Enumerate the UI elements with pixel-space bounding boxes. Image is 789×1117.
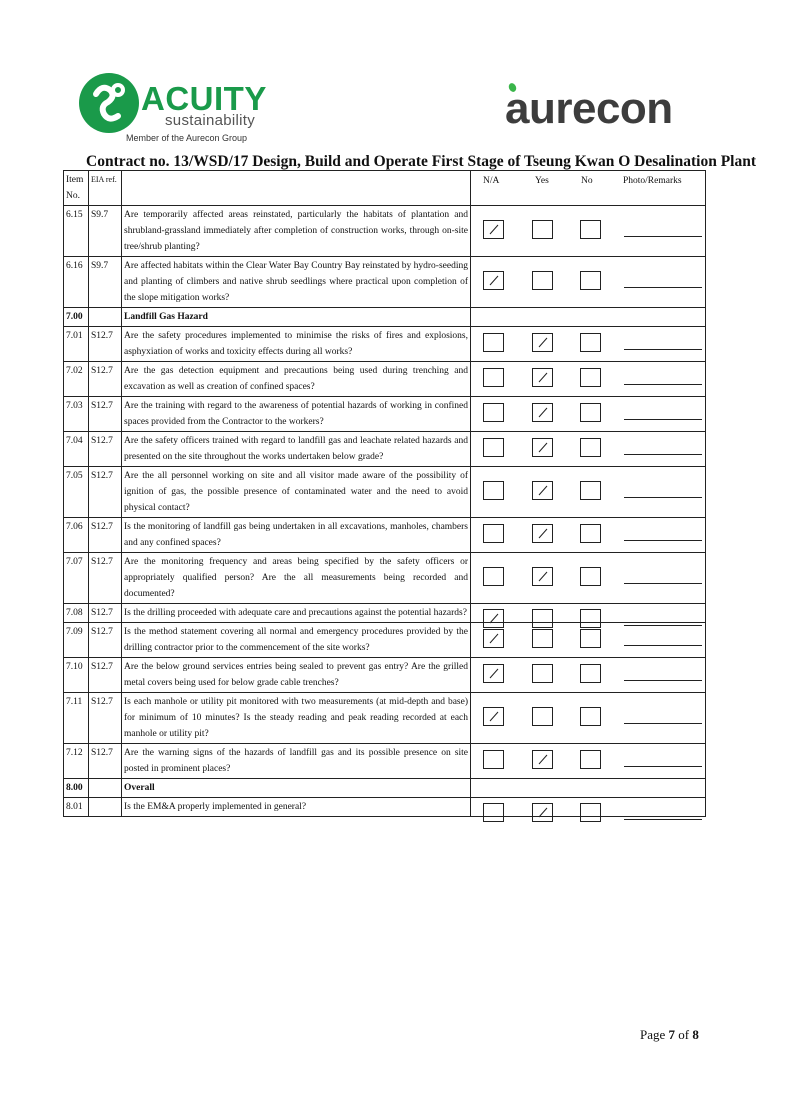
tick-mark-icon <box>489 633 499 644</box>
table-row <box>64 604 706 623</box>
eia-ref <box>89 798 122 817</box>
table-row <box>64 798 706 817</box>
remarks-line[interactable] <box>624 287 702 288</box>
eia-ref: S12.7 <box>89 327 122 362</box>
table-row <box>64 257 706 308</box>
checkbox-na[interactable] <box>483 803 504 822</box>
acuity-member-text: Member of the Aurecon Group <box>126 133 248 143</box>
item-number: 7.03 <box>64 397 89 432</box>
checkbox-no[interactable] <box>580 524 601 543</box>
eia-ref: S9.7 <box>89 206 122 257</box>
tick-mark-icon <box>538 372 548 383</box>
table-row <box>64 206 706 257</box>
remarks-line[interactable] <box>624 766 702 767</box>
answer-cell <box>471 693 706 744</box>
checkbox-yes[interactable] <box>532 481 553 500</box>
checkbox-na[interactable] <box>483 524 504 543</box>
header-no: No <box>581 176 593 186</box>
section-row <box>64 308 706 327</box>
remarks-line[interactable] <box>624 497 702 498</box>
remarks-line[interactable] <box>624 419 702 420</box>
checkbox-yes[interactable] <box>532 403 553 422</box>
checkbox-no[interactable] <box>580 271 601 290</box>
answer-cell <box>471 206 706 257</box>
question-text: Are temporarily affected areas reinstated, particularly the habitats of plantation and shrubland-grassland immediately after completion of construction works, through on-site tree/shrub planting? <box>122 206 471 257</box>
section-title: Overall <box>122 779 471 798</box>
table-row <box>64 518 706 553</box>
checkbox-no[interactable] <box>580 803 601 822</box>
checkbox-no[interactable] <box>580 664 601 683</box>
tick-mark-icon <box>489 668 499 679</box>
remarks-line[interactable] <box>624 236 702 237</box>
item-number: 7.08 <box>64 604 89 623</box>
checkbox-no[interactable] <box>580 438 601 457</box>
checkbox-no[interactable] <box>580 368 601 387</box>
remarks-line[interactable] <box>624 540 702 541</box>
tick-mark-icon <box>489 275 499 286</box>
tick-mark-icon <box>538 337 548 348</box>
acuity-circle-icon <box>78 72 140 134</box>
table-row <box>64 623 706 658</box>
aurecon-logo: aurecon <box>505 84 673 133</box>
checkbox-na[interactable] <box>483 333 504 352</box>
checkbox-no[interactable] <box>580 750 601 769</box>
answer-cell <box>471 744 706 779</box>
header-eia: EIA ref. <box>89 171 122 206</box>
checkbox-na[interactable] <box>483 271 504 290</box>
checkbox-yes[interactable] <box>532 750 553 769</box>
remarks-line[interactable] <box>624 645 702 646</box>
tick-mark-icon <box>538 528 548 539</box>
eia-ref: S12.7 <box>89 693 122 744</box>
answer-cell <box>471 658 706 693</box>
remarks-line[interactable] <box>624 349 702 350</box>
checkbox-yes[interactable] <box>532 567 553 586</box>
header-na: N/A <box>483 176 500 186</box>
checkbox-yes[interactable] <box>532 629 553 648</box>
tick-mark-icon <box>538 807 548 818</box>
acuity-wordmark: ACUITY <box>141 80 267 117</box>
item-number: 6.16 <box>64 257 89 308</box>
page-number: Page 7 of 8 <box>640 1027 699 1042</box>
table-row <box>64 658 706 693</box>
answer-cell <box>471 798 706 817</box>
acuity-subtitle: sustainability <box>165 112 256 129</box>
section-answers <box>471 308 706 327</box>
question-text: Are the all personnel working on site and all visitor made aware of the possibility of ignition of gas, the possible presence of contaminated water and the need to avoid physical contact? <box>122 467 471 518</box>
section-eia <box>89 308 122 327</box>
checkbox-na[interactable] <box>483 567 504 586</box>
section-number: 8.00 <box>64 779 89 798</box>
answer-cell <box>471 553 706 604</box>
checkbox-na[interactable] <box>483 664 504 683</box>
checkbox-yes[interactable] <box>532 220 553 239</box>
remarks-line[interactable] <box>624 680 702 681</box>
table-row <box>64 553 706 604</box>
answer-cell <box>471 362 706 397</box>
item-number: 7.11 <box>64 693 89 744</box>
table-row <box>64 693 706 744</box>
answer-cell <box>471 467 706 518</box>
item-number: 7.10 <box>64 658 89 693</box>
section-row <box>64 779 706 798</box>
table-row <box>64 362 706 397</box>
checkbox-na[interactable] <box>483 481 504 500</box>
checkbox-no[interactable] <box>580 403 601 422</box>
tick-mark-icon <box>538 407 548 418</box>
tick-mark-icon <box>489 224 499 235</box>
question-text: Are the warning signs of the hazards of landfill gas and its possible presence on site posted in prominent places? <box>122 744 471 779</box>
remarks-line[interactable] <box>624 454 702 455</box>
contract-title: Contract no. 13/WSD/17 Design, Build and Operate First Stage of Tseung Kwan O Desalination Plant <box>86 153 757 170</box>
checkbox-yes[interactable] <box>532 803 553 822</box>
checkbox-no[interactable] <box>580 567 601 586</box>
checkbox-yes[interactable] <box>532 333 553 352</box>
eia-ref: S12.7 <box>89 604 122 623</box>
item-number: 7.06 <box>64 518 89 553</box>
eia-ref: S12.7 <box>89 744 122 779</box>
checkbox-no[interactable] <box>580 481 601 500</box>
answer-cell <box>471 397 706 432</box>
header-yes: Yes <box>535 176 549 186</box>
checkbox-yes[interactable] <box>532 664 553 683</box>
header-question <box>122 171 471 206</box>
answer-cell <box>471 327 706 362</box>
eia-ref: S12.7 <box>89 518 122 553</box>
eia-ref: S12.7 <box>89 362 122 397</box>
answer-cell <box>471 518 706 553</box>
question-text: Is the EM&A properly implemented in general? <box>122 798 471 817</box>
question-text: Are the safety procedures implemented to minimise the risks of fires and explosions, asphyxiation of works and toxicity effects during all works? <box>122 327 471 362</box>
tick-mark-icon <box>489 711 499 722</box>
acuity-logo <box>78 72 267 148</box>
tick-mark-icon <box>538 754 548 765</box>
question-text: Is each manhole or utility pit monitored with two measurements (at mid-depth and base) for minimum of 10 minutes? Is the steady reading and peak reading recorded at each manhole or utility pit? <box>122 693 471 744</box>
checkbox-no[interactable] <box>580 707 601 726</box>
checkbox-na[interactable] <box>483 750 504 769</box>
question-text: Are the safety officers trained with regard to landfill gas and leachate related hazards and presented on the site throughout the works undertaken below grade? <box>122 432 471 467</box>
checkbox-na[interactable] <box>483 220 504 239</box>
checkbox-yes[interactable] <box>532 438 553 457</box>
checkbox-na[interactable] <box>483 629 504 648</box>
table-row <box>64 327 706 362</box>
question-text: Are the training with regard to the awareness of potential hazards of working in confined spaces provided from the Contractor to the workers? <box>122 397 471 432</box>
question-text: Is the method statement covering all normal and emergency procedures provided by the drilling contractor prior to the commencement of the site works? <box>122 623 471 658</box>
item-number: 8.01 <box>64 798 89 817</box>
answer-cell <box>471 257 706 308</box>
question-text: Is the drilling proceeded with adequate care and precautions against the potential hazards? <box>122 604 471 623</box>
question-text: Is the monitoring of landfill gas being undertaken in all excavations, manholes, chambers and any confined spaces? <box>122 518 471 553</box>
remarks-line[interactable] <box>624 723 702 724</box>
question-text: Are the monitoring frequency and areas being specified by the safety officers or appropriately qualified person? Are the all measurements being recorded and documented? <box>122 553 471 604</box>
item-number: 7.02 <box>64 362 89 397</box>
tick-mark-icon <box>538 442 548 453</box>
checkbox-no[interactable] <box>580 333 601 352</box>
item-number: 7.07 <box>64 553 89 604</box>
item-number: 6.15 <box>64 206 89 257</box>
question-text: Are affected habitats within the Clear Water Bay Country Bay reinstated by hydro-seeding and planting of climbers and native shrub seedlings where practical upon completion of the slope mitigation works? <box>122 257 471 308</box>
eia-ref: S12.7 <box>89 553 122 604</box>
tick-mark-icon <box>538 485 548 496</box>
eia-ref: S12.7 <box>89 397 122 432</box>
checklist-table <box>63 170 706 817</box>
item-number: 7.12 <box>64 744 89 779</box>
eia-ref: S12.7 <box>89 658 122 693</box>
checkbox-na[interactable] <box>483 438 504 457</box>
item-number: 7.04 <box>64 432 89 467</box>
remarks-line[interactable] <box>624 819 702 820</box>
remarks-line[interactable] <box>624 384 702 385</box>
checkbox-yes[interactable] <box>532 524 553 543</box>
checklist-rows <box>64 206 706 817</box>
remarks-line[interactable] <box>624 583 702 584</box>
question-text: Are the gas detection equipment and precautions being used during trenching and excavation as well as creation of confined spaces? <box>122 362 471 397</box>
eia-ref: S12.7 <box>89 467 122 518</box>
checkbox-no[interactable] <box>580 220 601 239</box>
section-answers <box>471 779 706 798</box>
checkbox-yes[interactable] <box>532 271 553 290</box>
item-number: 7.09 <box>64 623 89 658</box>
checkbox-na[interactable] <box>483 403 504 422</box>
table-row <box>64 432 706 467</box>
eia-ref: S12.7 <box>89 623 122 658</box>
eia-ref: S12.7 <box>89 432 122 467</box>
question-text: Are the below ground services entries being sealed to prevent gas entry? Are the grilled metal covers being used for below grade cable trenches? <box>122 658 471 693</box>
answer-cell <box>471 432 706 467</box>
checkbox-na[interactable] <box>483 368 504 387</box>
eia-ref: S9.7 <box>89 257 122 308</box>
table-header-row <box>64 171 706 206</box>
header-remarks: Photo/Remarks <box>623 176 682 186</box>
header-answers <box>471 171 706 206</box>
checkbox-na[interactable] <box>483 707 504 726</box>
section-number: 7.00 <box>64 308 89 327</box>
table-row <box>64 397 706 432</box>
answer-cell <box>471 604 706 623</box>
checkbox-yes[interactable] <box>532 368 553 387</box>
section-eia <box>89 779 122 798</box>
header-item: Item No. <box>64 171 89 206</box>
checkbox-yes[interactable] <box>532 707 553 726</box>
answer-cell <box>471 623 706 658</box>
section-title: Landfill Gas Hazard <box>122 308 471 327</box>
item-number: 7.01 <box>64 327 89 362</box>
tick-mark-icon <box>538 571 548 582</box>
item-number: 7.05 <box>64 467 89 518</box>
table-row <box>64 467 706 518</box>
checkbox-no[interactable] <box>580 629 601 648</box>
table-row <box>64 744 706 779</box>
